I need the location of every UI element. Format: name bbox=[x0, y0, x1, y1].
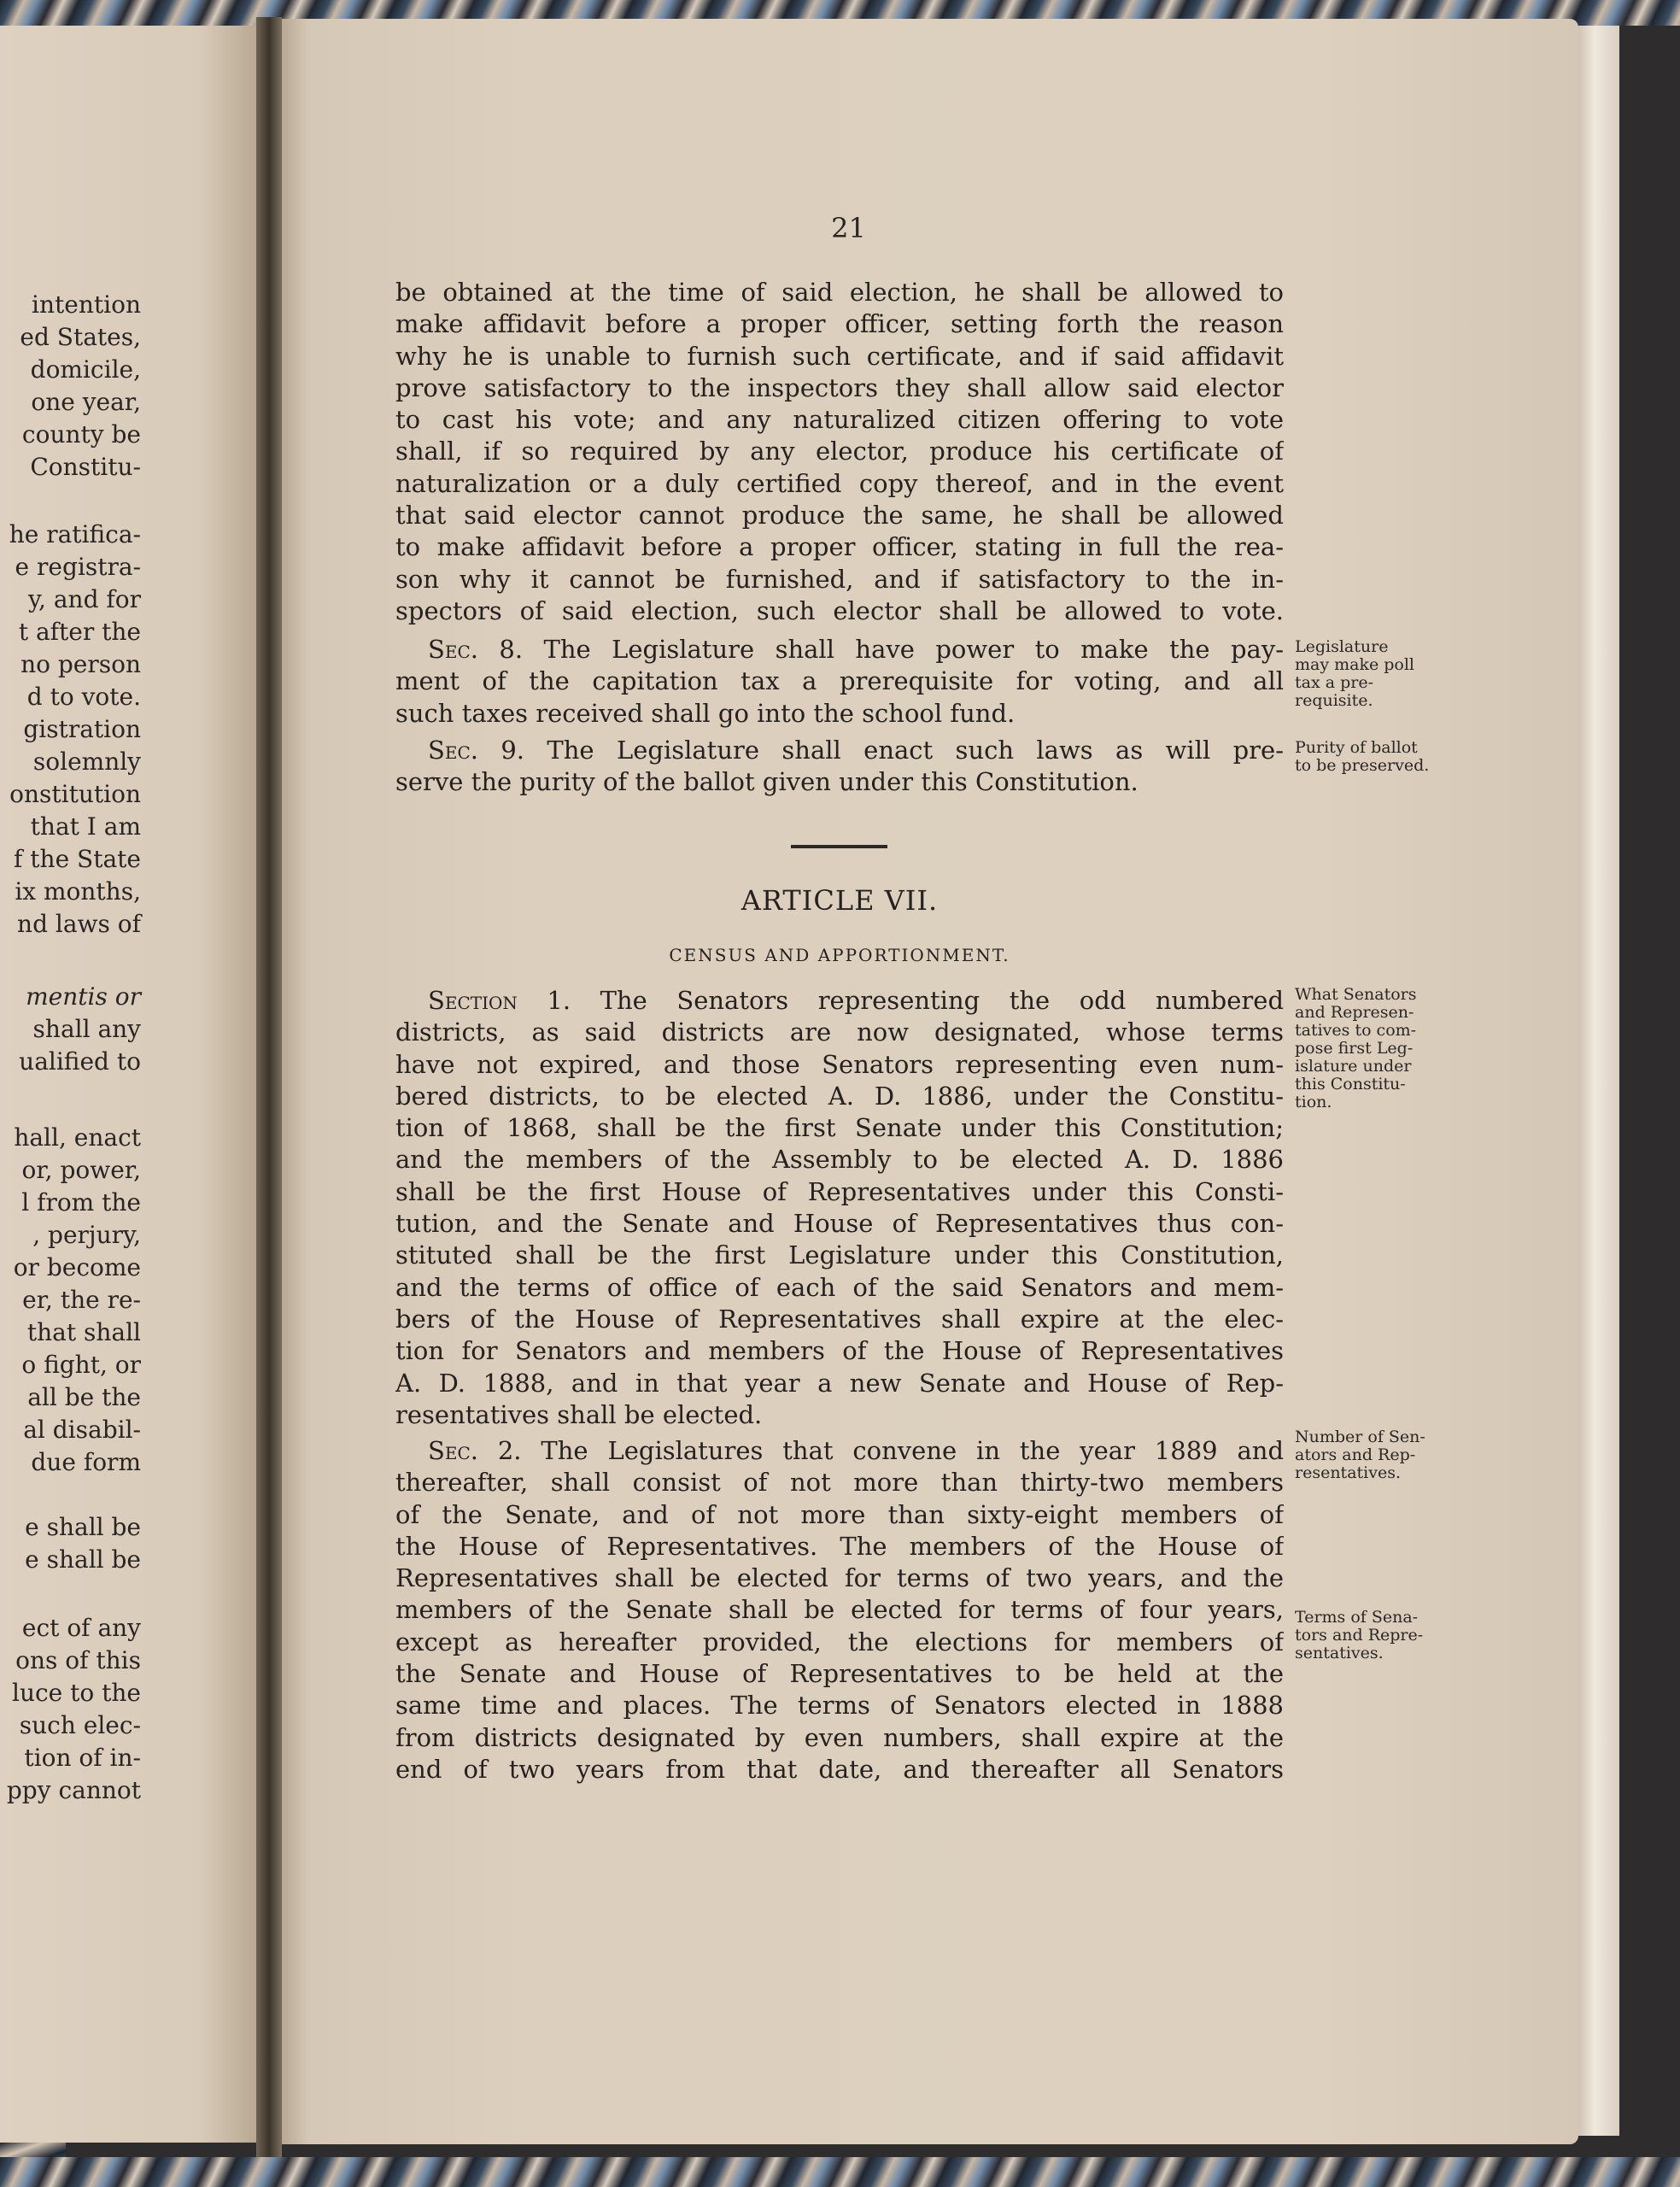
left-line: , perjury, bbox=[32, 1221, 141, 1249]
left-line: e shall be bbox=[25, 1513, 141, 1541]
left-line: luce to the bbox=[11, 1679, 141, 1707]
text-line: districts, as said districts are now designated, whose terms bbox=[395, 1017, 1284, 1047]
left-line: one year, bbox=[31, 388, 141, 416]
text-line: A. D. 1888, and in that year a new Senate and House of Rep- bbox=[395, 1368, 1284, 1398]
text-line: spectors of said election, such elector shall be allowed to vote. bbox=[395, 595, 1284, 625]
text-line: bered districts, to be elected A. D. 1886, under the Constitu- bbox=[395, 1081, 1284, 1111]
left-line: e registra- bbox=[15, 553, 141, 581]
note-line: resentatives. bbox=[1295, 1463, 1402, 1482]
section-2-first-text: The Legislatures that convene in the year 1889 and bbox=[541, 1436, 1284, 1465]
section-divider-rule bbox=[791, 845, 887, 848]
text-line: why he is unable to furnish such certificate, and if said affidavit bbox=[395, 341, 1284, 371]
text-line: son why it cannot be furnished, and if satisfactory to the in- bbox=[395, 564, 1284, 594]
left-line: o fight, or bbox=[21, 1351, 141, 1379]
text-line: the House of Representatives. The members of the House of bbox=[395, 1531, 1284, 1561]
note-line: and Represen- bbox=[1295, 1003, 1414, 1022]
section-2-label: Sec. 2. bbox=[428, 1436, 522, 1465]
text-line: have not expired, and those Senators representing even num- bbox=[395, 1049, 1284, 1079]
section-9 bbox=[395, 735, 1284, 799]
note-line: What Senators bbox=[1295, 985, 1417, 1004]
text-line: that said elector cannot produce the same, he shall be allowed bbox=[395, 501, 1284, 531]
section-2 bbox=[395, 1435, 1284, 1785]
left-line: onstitution bbox=[9, 780, 141, 808]
text-line: of the Senate, and of not more than sixty-eight members of bbox=[395, 1499, 1284, 1529]
article-subtitle: CENSUS AND APPORTIONMENT. bbox=[669, 945, 1010, 965]
text-line: stituted shall be the first Legislature under this Constitution, bbox=[395, 1240, 1284, 1270]
left-line: such elec- bbox=[19, 1711, 141, 1739]
text-line: members of the Senate shall be elected for terms of four years, bbox=[395, 1595, 1284, 1625]
section-8 bbox=[395, 634, 1284, 730]
text-line: resentatives shall be elected. bbox=[395, 1399, 763, 1429]
text-line: make affidavit before a proper officer, setting forth the reason bbox=[395, 309, 1284, 339]
left-line: f the State bbox=[14, 845, 141, 873]
left-line: that shall bbox=[26, 1318, 141, 1346]
text-line: to make affidavit before a proper officer, stating in full the rea- bbox=[395, 532, 1284, 562]
text-line: the Senate and House of Representatives to be held at the bbox=[395, 1659, 1284, 1689]
note-line: may make poll bbox=[1295, 655, 1415, 674]
left-line: due form bbox=[31, 1448, 141, 1476]
text-line: naturalization or a duly certified copy thereof, and in the event bbox=[395, 468, 1284, 498]
text-line: from districts designated by even numbers, shall expire at the bbox=[395, 1722, 1284, 1752]
text-line: shall, if so required by any elector, produce his certificate of bbox=[395, 437, 1284, 466]
section-2-first-line bbox=[395, 1435, 1284, 1467]
left-line: ualified to bbox=[19, 1047, 141, 1076]
left-line: nd laws of bbox=[17, 910, 141, 938]
left-line: ect of any bbox=[21, 1614, 141, 1642]
note-line: tors and Repre- bbox=[1295, 1626, 1424, 1645]
left-line: gistration bbox=[23, 715, 141, 743]
left-line: Constitu- bbox=[30, 453, 141, 481]
left-line: he ratifica- bbox=[9, 520, 141, 548]
text-line: serve the purity of the ballot given under this Constitution. bbox=[395, 767, 1139, 797]
note-line: Terms of Sena- bbox=[1295, 1608, 1419, 1627]
note-line: pose first Leg- bbox=[1295, 1039, 1414, 1058]
note-line: ators and Rep- bbox=[1295, 1445, 1416, 1464]
note-line: islature under bbox=[1295, 1057, 1412, 1076]
left-line: ed States, bbox=[20, 323, 141, 351]
text-line: prove satisfactory to the inspectors they shall allow said elector bbox=[395, 372, 1284, 402]
left-line: that I am bbox=[30, 812, 141, 841]
left-line: no person bbox=[20, 650, 141, 678]
text-line: tion for Senators and members of the House of Representatives bbox=[395, 1336, 1284, 1366]
note-line: requisite. bbox=[1295, 691, 1373, 710]
left-line: ons of this bbox=[15, 1646, 141, 1674]
left-line: all be the bbox=[27, 1383, 141, 1411]
section-1-first-text: The Senators representing the odd numbered bbox=[600, 986, 1284, 1015]
left-line: t after the bbox=[18, 618, 141, 646]
text-line: thereafter, shall consist of not more than thirty-two members bbox=[395, 1468, 1284, 1498]
margin-note-ballot bbox=[1295, 739, 1461, 775]
text-line: end of two years from that date, and thereafter all Senators bbox=[395, 1754, 1284, 1784]
text-line: and the members of the Assembly to be elected A. D. 1886 bbox=[395, 1145, 1284, 1175]
page-number: 21 bbox=[831, 212, 866, 244]
left-line: er, the re- bbox=[22, 1286, 141, 1314]
section-9-first-text: The Legislature shall enact such laws as will pre- bbox=[547, 736, 1284, 765]
section-1-first-line bbox=[395, 985, 1284, 1017]
left-line: or become bbox=[13, 1253, 141, 1281]
text-line: shall be the first House of Representatives under this Consti- bbox=[395, 1176, 1284, 1206]
left-line: l from the bbox=[21, 1188, 141, 1217]
text-line: such taxes received shall go into the school fund. bbox=[395, 698, 1016, 728]
left-line: al disabil- bbox=[23, 1416, 141, 1444]
text-line: Representatives shall be elected for terms of two years, and the bbox=[395, 1563, 1284, 1593]
marbled-cover-bottom bbox=[0, 2157, 1680, 2187]
text-line: ment of the capitation tax a prerequisite for voting, and all bbox=[395, 666, 1284, 696]
text-line: tion of 1868, shall be the first Senate under this Constitution; bbox=[395, 1113, 1284, 1143]
margin-note-terms bbox=[1295, 1609, 1461, 1662]
left-line: solemnly bbox=[32, 748, 141, 776]
margin-note-first-legislature bbox=[1295, 986, 1461, 1111]
left-line: or, power, bbox=[21, 1156, 141, 1184]
left-line: ix months, bbox=[15, 877, 141, 906]
section-1 bbox=[395, 985, 1284, 1431]
section-8-first-line bbox=[395, 634, 1284, 665]
left-line: ppy cannot bbox=[6, 1776, 141, 1804]
note-line: Number of Sen- bbox=[1295, 1428, 1425, 1446]
note-line: sentatives. bbox=[1295, 1644, 1384, 1662]
left-line: y, and for bbox=[27, 585, 141, 613]
note-line: this Constitu- bbox=[1295, 1075, 1406, 1094]
left-line: tion of in- bbox=[24, 1744, 141, 1772]
note-line: tax a pre- bbox=[1295, 673, 1373, 692]
page-fore-edge bbox=[1578, 26, 1619, 2136]
text-line: bers of the House of Representatives shall expire at the elec- bbox=[395, 1304, 1284, 1334]
margin-note-number-of-members bbox=[1295, 1428, 1461, 1482]
text-line: tution, and the Senate and House of Representatives thus con- bbox=[395, 1209, 1284, 1239]
section-8-label: Sec. 8. bbox=[428, 635, 524, 664]
paragraph-continuation bbox=[395, 277, 1284, 627]
text-line: to cast his vote; and any naturalized citizen offering to vote bbox=[395, 405, 1284, 435]
left-line: shall any bbox=[32, 1015, 141, 1043]
text-line: same time and places. The terms of Senators elected in 1888 bbox=[395, 1691, 1284, 1721]
section-9-label: Sec. 9. bbox=[428, 736, 525, 765]
note-line: tatives to com- bbox=[1295, 1021, 1417, 1040]
text-line: except as hereafter provided, the elections for members of bbox=[395, 1627, 1284, 1656]
left-line: county be bbox=[21, 420, 141, 449]
left-line: e shall be bbox=[25, 1545, 141, 1574]
left-line-italic: mentis or bbox=[26, 982, 141, 1011]
section-9-first-line bbox=[395, 735, 1284, 766]
margin-note-poll-tax bbox=[1295, 638, 1461, 710]
note-line: tion. bbox=[1295, 1093, 1332, 1111]
left-line: d to vote. bbox=[26, 683, 141, 711]
section-1-label: Section 1. bbox=[428, 986, 571, 1015]
left-line: intention bbox=[32, 290, 141, 319]
book-gutter bbox=[256, 17, 282, 2157]
note-line: to be preserved. bbox=[1295, 756, 1430, 775]
text-line: and the terms of office of each of the said Senators and mem- bbox=[395, 1272, 1284, 1302]
section-8-first-text: The Legislature shall have power to make the pay- bbox=[543, 635, 1284, 664]
left-line: domicile, bbox=[30, 355, 141, 384]
text-line: be obtained at the time of said election, he shall be allowed to bbox=[395, 278, 1284, 307]
article-title: ARTICLE VII. bbox=[740, 884, 939, 917]
note-line: Purity of ballot bbox=[1295, 738, 1418, 757]
note-line: Legislature bbox=[1295, 637, 1389, 656]
left-line: hall, enact bbox=[14, 1123, 141, 1152]
